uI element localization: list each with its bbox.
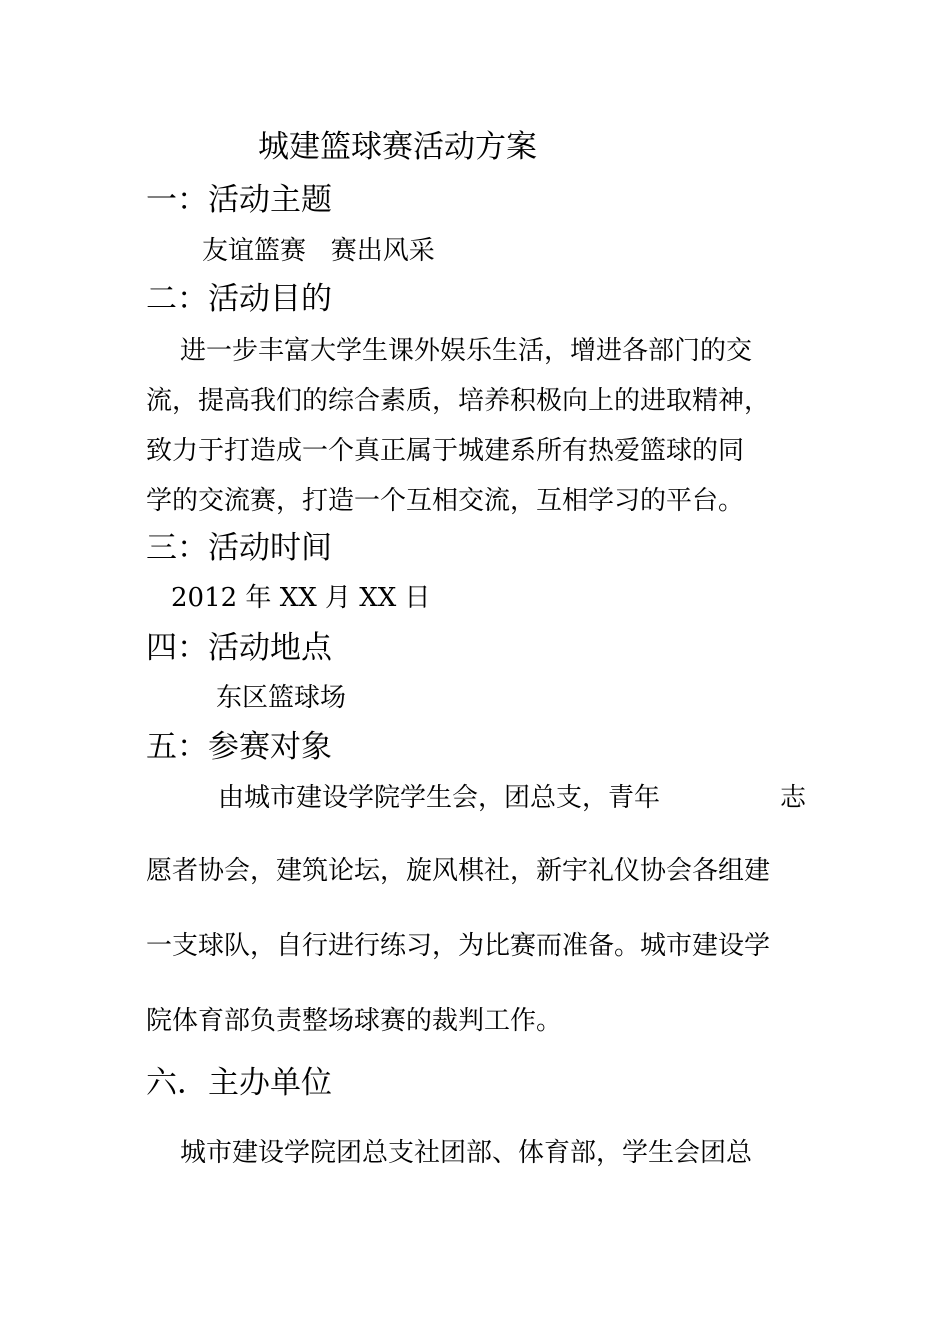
section-heading-participants: 五：参赛对象 bbox=[146, 729, 332, 765]
section-heading-purpose: 二：活动目的 bbox=[146, 281, 332, 317]
participants-line-4: 院体育部负责整场球赛的裁判工作。 bbox=[146, 1006, 563, 1036]
purpose-line-3: 致力于打造成一个真正属于城建系所有热爱篮球的同 bbox=[146, 436, 745, 466]
section-heading-organizer: 六．主办单位 bbox=[146, 1065, 332, 1101]
document-title: 城建篮球赛活动方案 bbox=[258, 129, 537, 165]
participants-line-1-end: 志 bbox=[780, 783, 807, 813]
organizer-text: 城市建设学院团总支社团部、体育部，学生会团总 bbox=[180, 1138, 753, 1168]
participants-line-2: 愿者协会，建筑论坛，旋风棋社，新宇礼仪协会各组建 bbox=[146, 856, 771, 886]
section-heading-theme: 一：活动主题 bbox=[146, 182, 332, 218]
purpose-line-4: 学的交流赛，打造一个互相交流，互相学习的平台。 bbox=[146, 486, 745, 516]
theme-text: 友谊篮赛 赛出风采 bbox=[202, 236, 435, 266]
section-heading-location: 四：活动地点 bbox=[146, 630, 332, 666]
participants-line-3: 一支球队，自行进行练习，为比赛而准备。城市建设学 bbox=[146, 931, 771, 961]
location-text: 东区篮球场 bbox=[216, 683, 347, 713]
purpose-line-1: 进一步丰富大学生课外娱乐生活，增进各部门的交 bbox=[180, 336, 753, 366]
section-heading-time: 三：活动时间 bbox=[146, 530, 332, 566]
participants-line-1: 由城市建设学院学生会，团总支，青年 bbox=[218, 783, 661, 813]
purpose-line-2: 流，提高我们的综合素质，培养积极向上的进取精神， bbox=[146, 386, 771, 416]
time-text: 2012 年 XX 月 XX 日 bbox=[171, 583, 431, 613]
